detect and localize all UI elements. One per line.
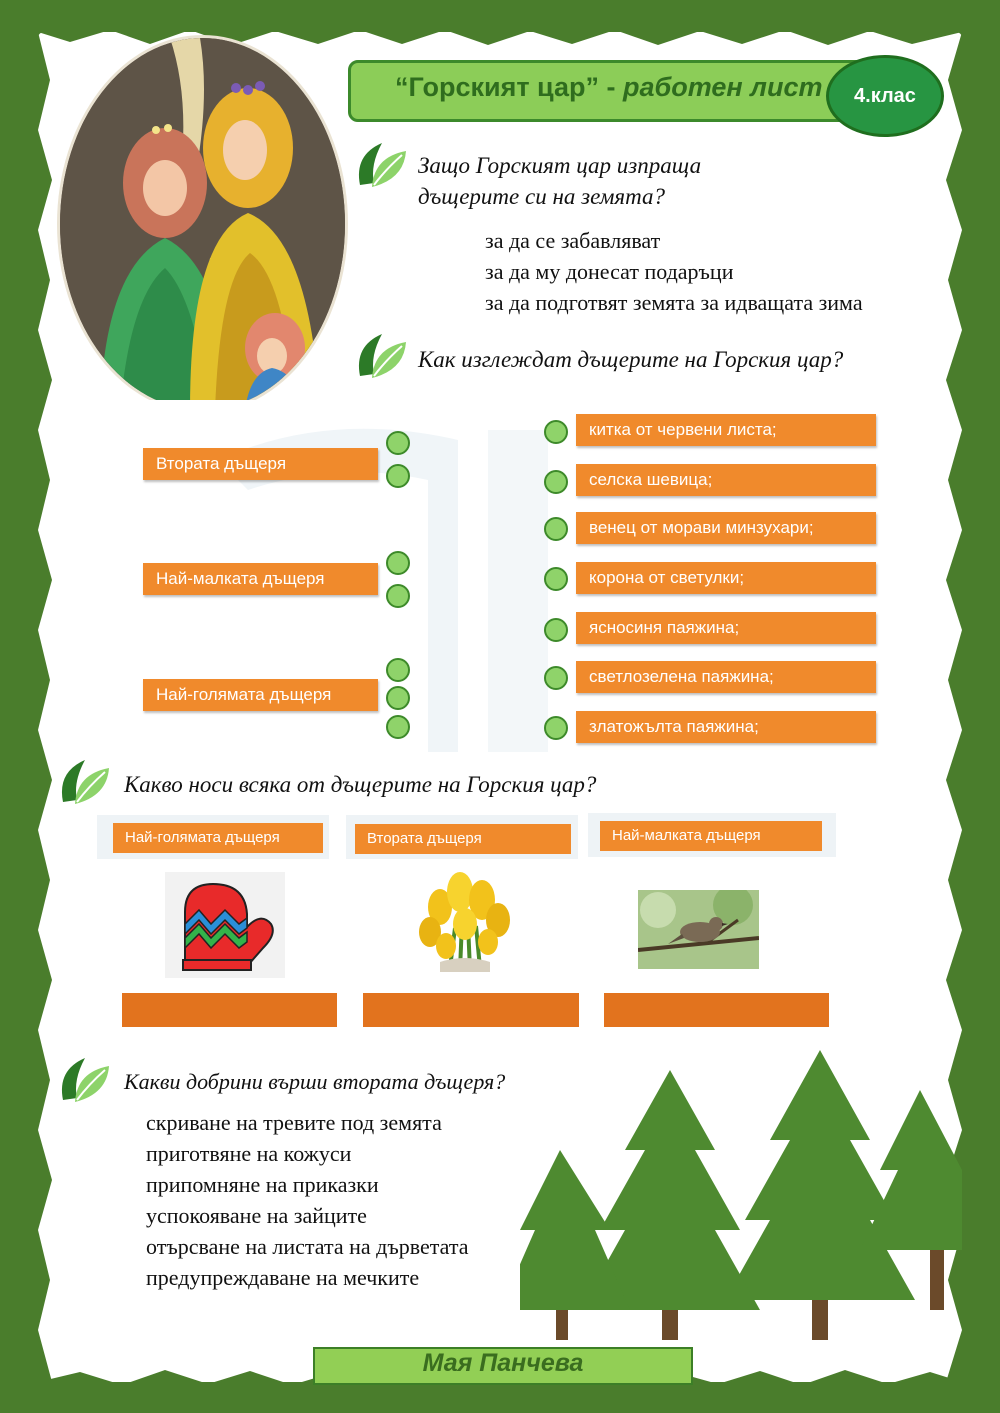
three-daughters-picture (60, 38, 345, 410)
answer-option[interactable]: за да подготвят земята за идващата зима (485, 290, 863, 315)
page-title (395, 72, 823, 103)
answer-option[interactable]: предупреждаване на мечките (146, 1265, 420, 1290)
answer-option[interactable]: за да му донесат подаръци (485, 259, 734, 284)
question-4-options (146, 1107, 469, 1293)
connector-dot-right[interactable] (544, 420, 568, 444)
question-1-line-1: Защо Горският цар изпраща (418, 153, 702, 178)
appearance-option[interactable]: ясносиня паяжина; (576, 612, 876, 644)
connector-dot-right[interactable] (544, 716, 568, 740)
connector-dot-left[interactable] (386, 715, 410, 739)
pine-trees-decoration (520, 1030, 962, 1340)
appearance-option[interactable]: венец от морави минзухари; (576, 512, 876, 544)
answer-option[interactable]: успокояване на зайците (146, 1203, 367, 1228)
daughter-label[interactable]: Втората дъщеря (143, 448, 378, 480)
connector-dot-right[interactable] (544, 618, 568, 642)
leaf-icon (352, 326, 410, 384)
mitten-icon (165, 872, 285, 978)
appearance-option[interactable]: светлозелена паяжина; (576, 661, 876, 693)
leaf-icon (352, 135, 410, 193)
answer-option[interactable]: за да се забавляват (485, 228, 661, 253)
title-worksheet-label: работен лист (622, 72, 823, 102)
answer-drop-zone[interactable] (604, 993, 829, 1027)
crocus-flowers-icon (410, 862, 520, 972)
answer-drop-zone[interactable] (363, 993, 579, 1027)
column-header: Най-голямата дъщеря (113, 823, 323, 853)
author-name: Мая Панчева (422, 1349, 584, 1377)
daughter-label[interactable]: Най-малката дъщеря (143, 563, 378, 595)
appearance-option[interactable]: корона от светулки; (576, 562, 876, 594)
connector-dot-right[interactable] (544, 567, 568, 591)
question-1 (418, 150, 701, 212)
connector-dot-left[interactable] (386, 584, 410, 608)
answer-option[interactable]: приготвяне на кожуси (146, 1141, 352, 1166)
leaf-icon (55, 1050, 113, 1108)
appearance-option[interactable]: селска шевица; (576, 464, 876, 496)
answer-option[interactable]: припомняне на приказки (146, 1172, 379, 1197)
question-2: Как изглеждат дъщерите на Горския цар? (418, 347, 844, 372)
connector-dot-left[interactable] (386, 464, 410, 488)
question-1-options (485, 225, 863, 318)
matching-exercise (128, 400, 894, 752)
grade-label: 4.клас (854, 84, 916, 107)
answer-option[interactable]: скриване на тревите под земята (146, 1110, 442, 1135)
appearance-option[interactable]: златожълта паяжина; (576, 711, 876, 743)
leaf-icon (55, 752, 113, 810)
connector-dot-left[interactable] (386, 658, 410, 682)
fairy-tale-illustration (60, 38, 345, 410)
title-story-name: “Горският цар” - (395, 72, 623, 102)
connector-dot-right[interactable] (544, 517, 568, 541)
answer-drop-zone[interactable] (122, 993, 337, 1027)
appearance-option[interactable]: китка от червени листа; (576, 414, 876, 446)
question-4: Какви добрини върши втората дъщеря? (124, 1069, 506, 1094)
column-header: Втората дъщеря (355, 824, 571, 854)
column-header: Най-малката дъщеря (600, 821, 822, 851)
answer-option[interactable]: отърсване на листата на дърветата (146, 1234, 469, 1259)
connector-dot-right[interactable] (544, 666, 568, 690)
daughter-label[interactable]: Най-голямата дъщеря (143, 679, 378, 711)
connector-dot-left[interactable] (386, 551, 410, 575)
grade-badge (826, 55, 944, 137)
question-1-line-2: дъщерите си на земята? (418, 184, 665, 210)
connector-dot-right[interactable] (544, 470, 568, 494)
connector-dot-left[interactable] (386, 431, 410, 455)
question-3: Какво носи всяка от дъщерите на Горския цар? (124, 772, 597, 797)
connector-dot-left[interactable] (386, 686, 410, 710)
bird-icon (638, 890, 759, 969)
